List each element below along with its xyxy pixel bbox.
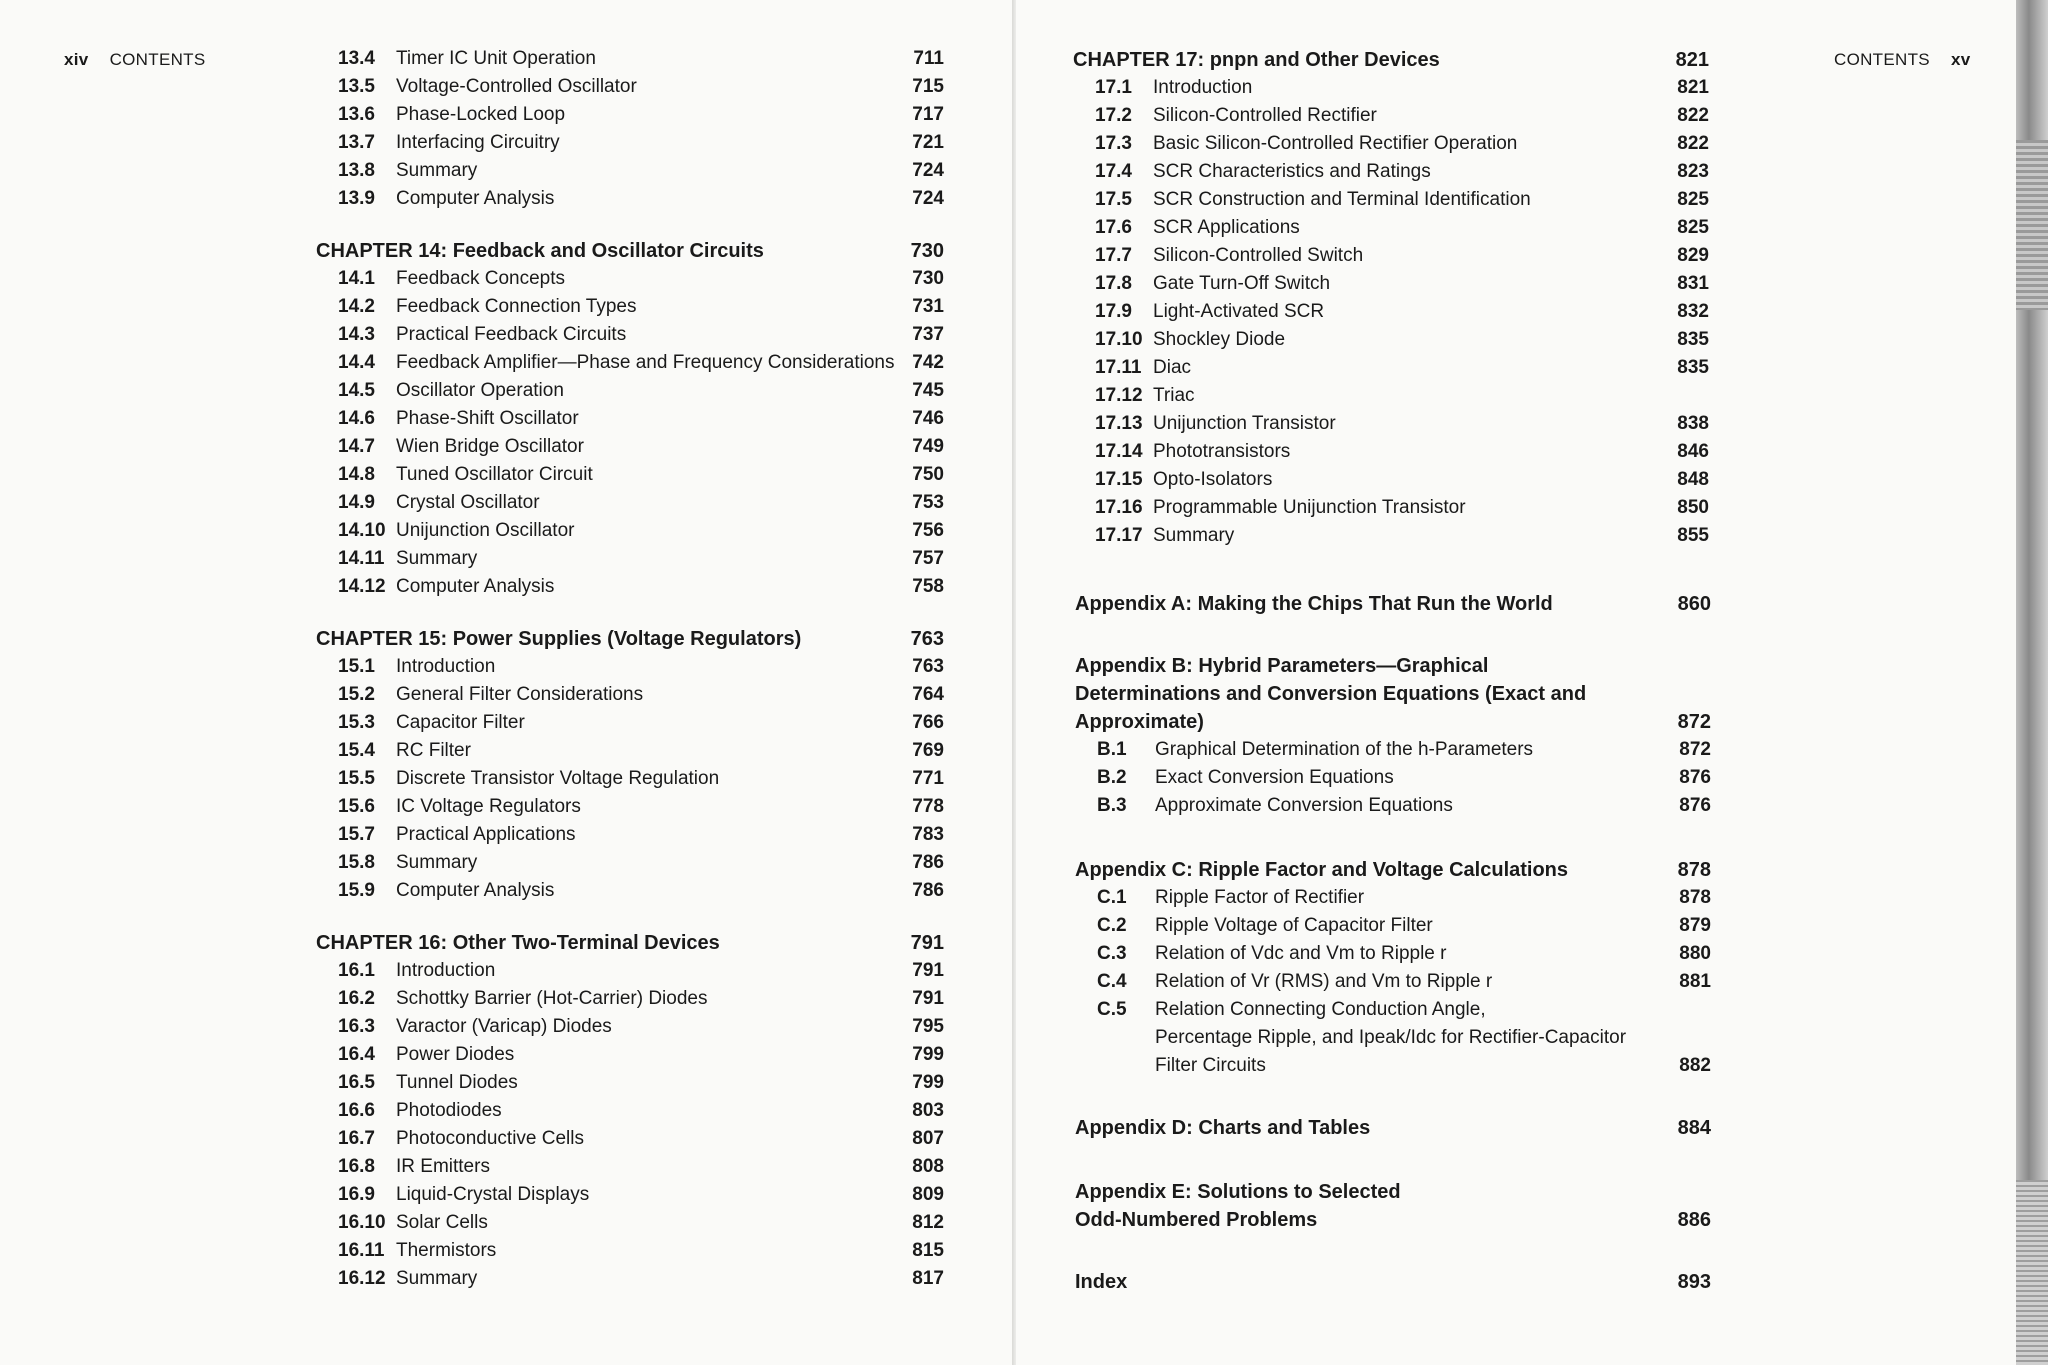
toc-entry [1073,244,1713,268]
section-number: 17.17 [1095,525,1143,546]
chapter-title: CHAPTER 17: pnpn and Other Devices [1073,49,1440,71]
page-number: 821 [1675,49,1709,71]
section-title: Summary [396,1268,478,1289]
toc-entry [316,1015,952,1039]
chapter-heading-row [316,931,952,955]
page-number: 829 [1677,245,1709,266]
section-number: 16.10 [338,1212,386,1233]
appendix-e-page-row [1075,1208,1715,1232]
page-number: 815 [912,1240,944,1261]
right-page-number: xv [1950,50,1971,69]
toc-entry [316,823,952,847]
section-title: Varactor (Varicap) Diodes [396,1016,612,1037]
page-number: 876 [1679,795,1711,816]
toc-entry [316,767,952,791]
appendix-c-item [1075,914,1715,938]
toc-entry [1073,468,1713,492]
toc-entry [316,655,952,679]
appendix-item-title: Approximate Conversion Equations [1155,795,1453,816]
section-title: Basic Silicon-Controlled Rectifier Operation [1153,133,1518,154]
section-number: 15.1 [338,656,375,677]
toc-entry [316,103,952,127]
toc-entry [1073,328,1713,352]
toc-entry [316,683,952,707]
section-number: 13.5 [338,76,375,97]
page-number: 721 [912,132,944,153]
section-title: Phase-Shift Oscillator [396,408,579,429]
page-number: 808 [912,1156,944,1177]
appendix-b-title-line2: Determinations and Conversion Equations (Exact and [1075,683,1587,705]
appendix-item-title: Relation of Vr (RMS) and Vm to Ripple r [1155,971,1493,992]
section-number: 16.12 [338,1268,386,1289]
appendix-c-page: 878 [1677,859,1711,881]
toc-entry [1073,300,1713,324]
section-number: 16.9 [338,1184,375,1205]
toc-entry [316,879,952,903]
page-number: 803 [912,1100,944,1121]
appendix-item-number: C.1 [1097,887,1127,908]
toc-entry [316,1211,952,1235]
toc-entry [316,1239,952,1263]
toc-entry [316,187,952,211]
page-number: 756 [912,520,944,541]
section-number: 16.4 [338,1044,375,1065]
section-number: 14.6 [338,408,375,429]
section-number: 17.2 [1095,105,1132,126]
section-title: Programmable Unijunction Transistor [1153,497,1466,518]
section-number: 14.7 [338,436,375,457]
page-number: 786 [912,880,944,901]
page-number: 855 [1677,525,1709,546]
section-number: 15.2 [338,684,375,705]
section-number: 17.9 [1095,301,1132,322]
section-title: Computer Analysis [396,880,555,901]
page-number: 821 [1677,77,1709,98]
page-number: 724 [912,160,944,181]
section-number: 17.3 [1095,133,1132,154]
page-number: 737 [912,324,944,345]
appendix-b-title-line1: Appendix B: Hybrid Parameters—Graphical [1075,655,1489,677]
section-number: 15.5 [338,768,375,789]
page-number: 832 [1677,301,1709,322]
appendix-e-title-line2: Odd-Numbered Problems [1075,1209,1318,1231]
page-number: 753 [912,492,944,513]
appendix-item-title: Exact Conversion Equations [1155,767,1394,788]
appendix-c-item [1075,998,1715,1076]
page-number: 791 [912,960,944,981]
section-number: 13.4 [338,48,375,69]
section-title: Feedback Amplifier—Phase and Frequency Considerations [396,352,895,373]
section-number: 15.6 [338,796,375,817]
toc-entry [316,575,952,599]
section-title: General Filter Considerations [396,684,644,705]
left-running-label: CONTENTS [109,50,206,69]
section-title: Introduction [396,656,496,677]
toc-entry [1073,356,1713,380]
appendix-item-title: Relation Connecting Conduction Angle, [1155,999,1486,1020]
section-title: Introduction [1153,77,1253,98]
toc-entry [1073,440,1713,464]
section-title: Capacitor Filter [396,712,525,733]
appendix-b-title-line3: Approximate) [1075,711,1204,733]
page-number: 769 [912,740,944,761]
appendix-a-title: Appendix A: Making the Chips That Run the World [1075,593,1553,615]
chapter-title: CHAPTER 14: Feedback and Oscillator Circuits [316,240,764,262]
page-number: 846 [1677,441,1709,462]
section-number: 16.8 [338,1156,375,1177]
page-number: 771 [912,768,944,789]
section-title: Summary [396,852,478,873]
appendix-c-item [1075,942,1715,966]
chapter-heading-row [316,627,952,651]
section-number: 13.6 [338,104,375,125]
section-number: 17.12 [1095,385,1143,406]
toc-entry [316,295,952,319]
toc-entry [316,131,952,155]
toc-entry [1073,160,1713,184]
page-number: 742 [912,352,944,373]
appendix-b-item [1075,738,1715,762]
toc-entry [316,379,952,403]
section-number: 14.2 [338,296,375,317]
section-title: Unijunction Transistor [1153,413,1336,434]
section-title: Gate Turn-Off Switch [1153,273,1331,294]
section-title: Wien Bridge Oscillator [396,436,584,457]
section-title: Practical Feedback Circuits [396,324,627,345]
toc-entry [316,267,952,291]
appendix-b-page-row [1075,710,1715,734]
appendix-item-number: C.3 [1097,943,1127,964]
section-number: 14.10 [338,520,386,541]
appendix-d-page: 884 [1677,1117,1711,1139]
section-number: 13.9 [338,188,375,209]
section-title: IR Emitters [396,1156,490,1177]
section-number: 15.8 [338,852,375,873]
toc-entry [316,351,952,375]
section-title: Solar Cells [396,1212,488,1233]
page-number: 817 [912,1268,944,1289]
appendix-item-number: C.4 [1097,971,1127,992]
appendix-c-item [1075,886,1715,910]
page-number: 764 [912,684,944,705]
appendix-c-row [1075,858,1715,882]
appendix-c-item [1075,970,1715,994]
page-number: 825 [1677,217,1709,238]
section-title: Silicon-Controlled Switch [1153,245,1364,266]
appendix-a-row [1075,592,1715,616]
page-number: 835 [1677,329,1709,350]
section-title: Interfacing Circuitry [396,132,560,153]
index-page: 893 [1677,1271,1711,1293]
section-title: Summary [1153,525,1235,546]
section-title: Thermistors [396,1240,497,1261]
section-title: Practical Applications [396,824,576,845]
page-number: 823 [1677,161,1709,182]
toc-entry [316,739,952,763]
appendix-item-title: Ripple Factor of Rectifier [1155,887,1365,908]
appendix-e-page: 886 [1677,1209,1711,1231]
section-title: Oscillator Operation [396,380,564,401]
page-number: 731 [912,296,944,317]
page-edge-tab [2016,140,2048,310]
section-number: 14.3 [338,324,375,345]
left-running-head [64,50,205,70]
appendix-b-item [1075,766,1715,790]
page-number: 825 [1677,189,1709,210]
section-title: Discrete Transistor Voltage Regulation [396,768,720,789]
section-title: Phase-Locked Loop [396,104,566,125]
appendix-item-number: B.3 [1097,795,1127,816]
appendix-c-title: Appendix C: Ripple Factor and Voltage Calculations [1075,859,1569,881]
toc-entry [316,1099,952,1123]
page-number: 757 [912,548,944,569]
page-number: 850 [1677,497,1709,518]
index-title: Index [1075,1271,1128,1293]
page-number: 848 [1677,469,1709,490]
section-title: RC Filter [396,740,471,761]
toc-entry [1073,272,1713,296]
appendix-a-page: 860 [1677,593,1711,615]
page-number: 763 [912,656,944,677]
toc-entry [1073,412,1713,436]
section-title: Shockley Diode [1153,329,1286,350]
page-number: 711 [913,48,944,69]
section-title: Photodiodes [396,1100,502,1121]
toc-entry [316,851,952,875]
section-title: Computer Analysis [396,576,555,597]
section-title: Feedback Connection Types [396,296,637,317]
page-number: 730 [910,240,944,262]
appendix-item-title-line3: Filter Circuits [1155,1055,1266,1076]
section-number: 13.7 [338,132,375,153]
toc-entry [316,1043,952,1067]
page-number: 881 [1679,971,1711,992]
page-number: 879 [1679,915,1711,936]
toc-entry [316,1127,952,1151]
page-number: 715 [912,76,944,97]
section-number: 16.1 [338,960,375,981]
toc-entry [1073,76,1713,100]
page-number: 882 [1679,1055,1711,1076]
section-number: 15.4 [338,740,375,761]
section-title: Timer IC Unit Operation [396,48,596,69]
section-number: 17.11 [1095,357,1142,378]
toc-entry [316,463,952,487]
chapter-heading-row [1073,48,1713,72]
page-number: 766 [912,712,944,733]
section-title: Feedback Concepts [396,268,565,289]
section-title: Tunnel Diodes [396,1072,518,1093]
toc-entry [316,407,952,431]
page-number: 876 [1679,767,1711,788]
toc-entry [1073,384,1713,408]
page-number: 791 [912,988,944,1009]
section-title: Introduction [396,960,496,981]
chapter-title: CHAPTER 15: Power Supplies (Voltage Regulators) [316,628,802,650]
section-title: Liquid-Crystal Displays [396,1184,590,1205]
section-title: Summary [396,548,478,569]
appendix-d-title: Appendix D: Charts and Tables [1075,1117,1371,1139]
section-title: Phototransistors [1153,441,1291,462]
appendix-d-row [1075,1116,1715,1140]
page-number: 822 [1677,105,1709,126]
section-title: Opto-Isolators [1153,469,1273,490]
toc-entry [316,435,952,459]
toc-entry [1073,524,1713,548]
page-number: 750 [912,464,944,485]
appendix-b-item [1075,794,1715,818]
section-number: 17.15 [1095,469,1143,490]
page-number: 878 [1679,887,1711,908]
section-title: Crystal Oscillator [396,492,540,513]
toc-entry [316,711,952,735]
section-title: Diac [1153,357,1192,378]
toc-entry [316,159,952,183]
page-number: 838 [1677,413,1709,434]
appendix-e-title-line1: Appendix E: Solutions to Selected [1075,1181,1401,1203]
page-number: 835 [1677,357,1709,378]
section-title: Tuned Oscillator Circuit [396,464,593,485]
section-number: 17.7 [1095,245,1132,266]
toc-entry [1073,188,1713,212]
section-number: 14.9 [338,492,375,513]
page-number: 809 [912,1184,944,1205]
page-number: 783 [912,824,944,845]
section-number: 15.3 [338,712,375,733]
section-title: Silicon-Controlled Rectifier [1153,105,1377,126]
page-number: 799 [912,1044,944,1065]
toc-entry [316,1155,952,1179]
section-title: Unijunction Oscillator [396,520,575,541]
section-title: Power Diodes [396,1044,515,1065]
section-number: 17.4 [1095,161,1132,182]
page-number: 746 [912,408,944,429]
section-number: 17.10 [1095,329,1143,350]
section-number: 17.5 [1095,189,1132,210]
section-number: 16.7 [338,1128,375,1149]
section-number: 17.14 [1095,441,1143,462]
toc-entry [316,1267,952,1291]
section-number: 14.4 [338,352,375,373]
page-number: 799 [912,1072,944,1093]
appendix-item-number: B.1 [1097,739,1127,760]
page-number: 724 [912,188,944,209]
toc-entry [1073,496,1713,520]
page-number: 778 [912,796,944,817]
toc-entry [316,47,952,71]
page-number: 758 [912,576,944,597]
toc-entry [316,547,952,571]
page-edge-bottom [2016,1180,2048,1365]
page-number: 831 [1677,273,1709,294]
appendix-item-title: Relation of Vdc and Vm to Ripple r [1155,943,1447,964]
section-number: 14.12 [338,576,386,597]
section-number: 14.1 [338,268,375,289]
toc-entry [1073,132,1713,156]
toc-entry [1073,104,1713,128]
section-number: 16.5 [338,1072,375,1093]
section-number: 17.1 [1095,77,1132,98]
toc-entry [1073,216,1713,240]
chapter-heading-row [316,239,952,263]
section-number: 17.16 [1095,497,1143,518]
toc-entry [316,959,952,983]
section-number: 13.8 [338,160,375,181]
section-title: SCR Applications [1153,217,1300,238]
page-number: 717 [912,104,944,125]
section-number: 16.3 [338,1016,375,1037]
section-title: Schottky Barrier (Hot-Carrier) Diodes [396,988,708,1009]
page-number: 749 [912,436,944,457]
section-title: Photoconductive Cells [396,1128,584,1149]
page-number: 763 [910,628,944,650]
appendix-item-title: Graphical Determination of the h-Parameters [1155,739,1534,760]
section-title: Computer Analysis [396,188,555,209]
toc-entry [316,519,952,543]
section-number: 15.7 [338,824,375,845]
section-number: 14.11 [338,548,385,569]
page-number: 807 [912,1128,944,1149]
appendix-item-number: C.5 [1097,999,1127,1020]
page-number: 745 [912,380,944,401]
appendix-item-title: Ripple Voltage of Capacitor Filter [1155,915,1433,936]
section-title: Voltage-Controlled Oscillator [396,76,637,97]
appendix-b-page: 872 [1677,711,1711,733]
right-running-label: CONTENTS [1834,50,1930,69]
index-row [1075,1270,1715,1294]
page-number: 822 [1677,133,1709,154]
toc-entry [316,491,952,515]
section-title: Light-Activated SCR [1153,301,1325,322]
page-number: 786 [912,852,944,873]
section-number: 17.6 [1095,217,1132,238]
appendix-item-number: C.2 [1097,915,1127,936]
appendix-item-title-line2: Percentage Ripple, and Ipeak/Idc for Rectifier-Capacitor [1155,1027,1627,1048]
toc-entry [316,323,952,347]
section-title: Summary [396,160,478,181]
toc-entry [316,1183,952,1207]
left-page-number: xiv [64,50,89,69]
toc-entry [316,75,952,99]
section-number: 17.8 [1095,273,1132,294]
section-title: SCR Construction and Terminal Identification [1153,189,1531,210]
section-number: 14.8 [338,464,375,485]
page-number: 795 [912,1016,944,1037]
chapter-title: CHAPTER 16: Other Two-Terminal Devices [316,932,720,954]
page-number: 730 [912,268,944,289]
section-number: 15.9 [338,880,375,901]
page-number: 880 [1679,943,1711,964]
section-title: IC Voltage Regulators [396,796,581,817]
section-number: 16.2 [338,988,375,1009]
page-number: 812 [912,1212,944,1233]
appendix-item-number: B.2 [1097,767,1127,788]
right-running-head [1834,50,1970,70]
section-number: 16.6 [338,1100,375,1121]
page-number: 791 [910,932,944,954]
section-number: 17.13 [1095,413,1143,434]
toc-entry [316,795,952,819]
toc-entry [316,987,952,1011]
section-number: 14.5 [338,380,375,401]
section-number: 16.11 [338,1240,385,1261]
section-title: Triac [1153,385,1195,406]
section-title: SCR Characteristics and Ratings [1153,161,1431,182]
toc-entry [316,1071,952,1095]
page-number: 872 [1679,739,1711,760]
